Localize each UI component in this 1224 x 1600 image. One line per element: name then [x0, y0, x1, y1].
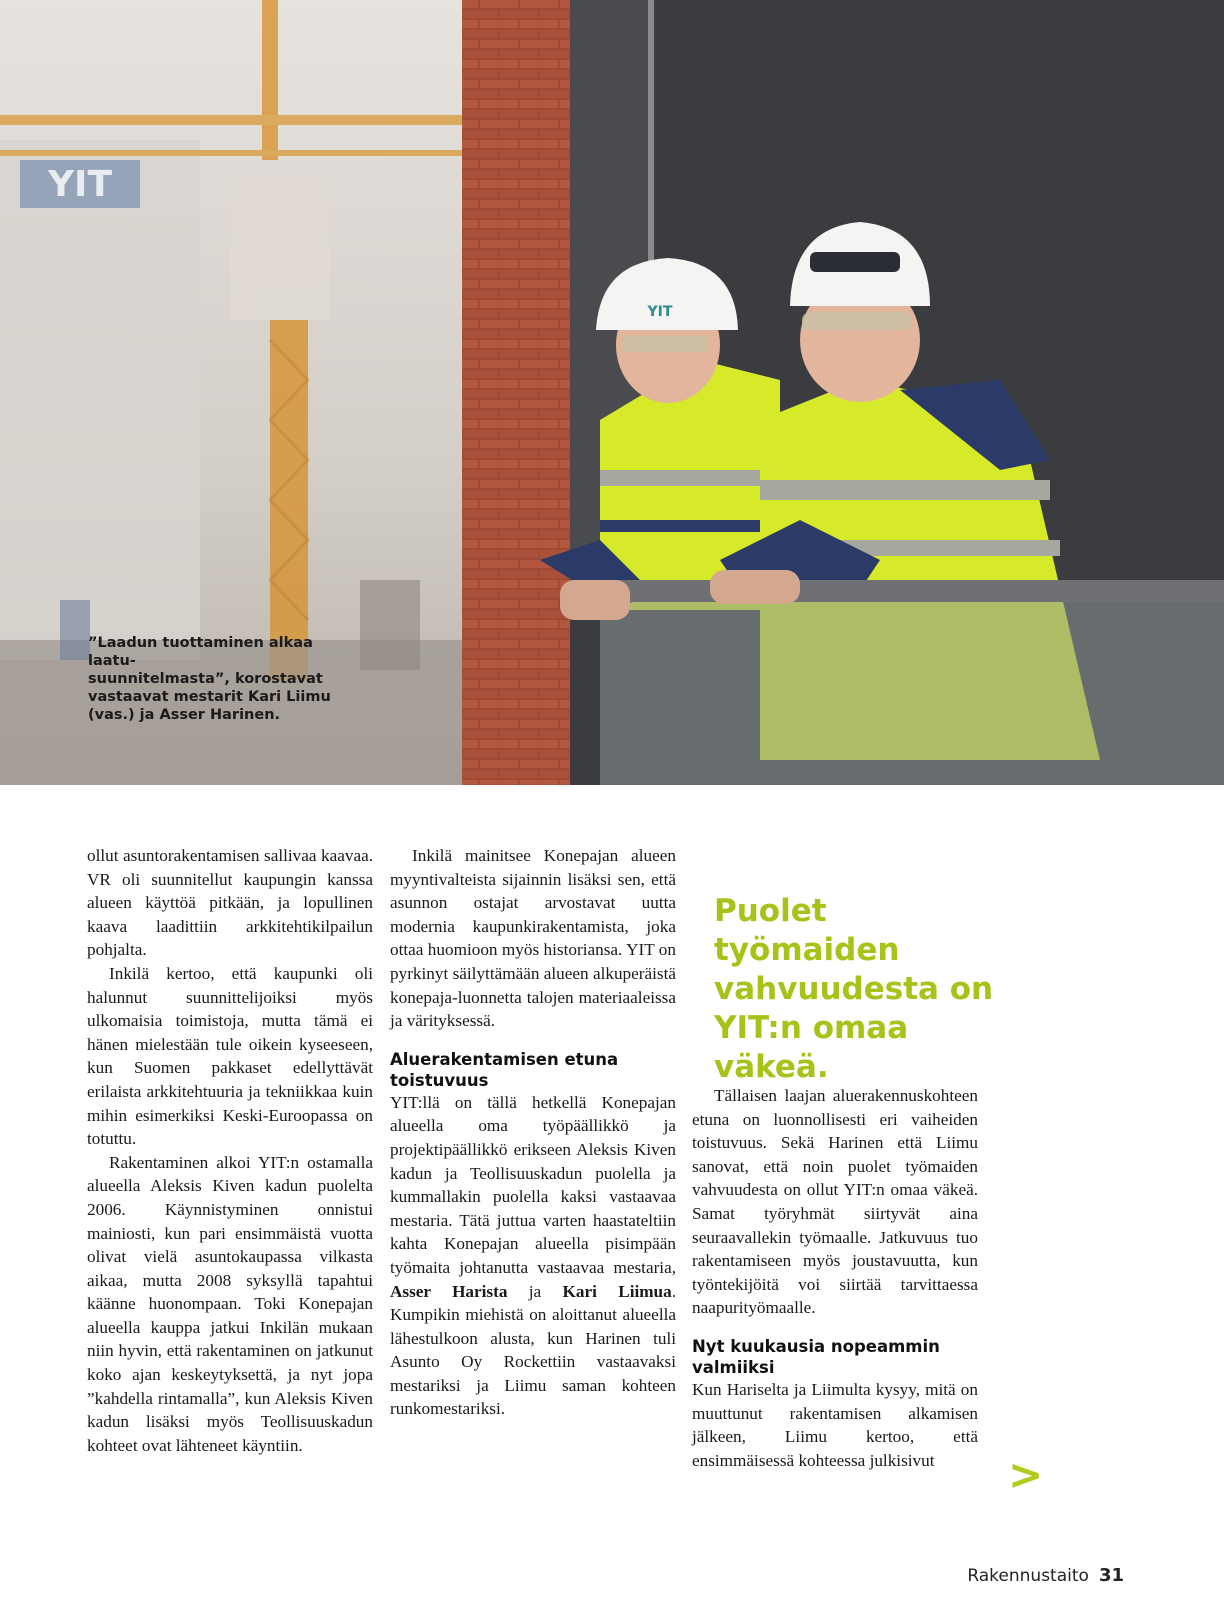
- paragraph: Inkilä mainitsee Konepajan alueen myyntivalteista sijainnin lisäksi sen, että asunnon ostajat arvostavat uutta modernia kaupunkirakentamista, joka ottaa huomioon myös historiansa. YIT on pyrkinyt säilyttämään alueen alkuperäistä konepaja-luonnetta talojen materiaaleissa ja värityksessä.: [390, 846, 676, 1031]
- article-column-3: [692, 1084, 978, 1472]
- continue-arrow-icon: >: [1008, 1450, 1044, 1499]
- paragraph: Tällaisen laajan aluerakennuskohteen etuna on luonnollisesti eri vaiheiden toistuvuus. Sekä Harinen että Liimu sanovat, että noin puolet työmaiden vahvuudesta on ollut YIT:n omaa väkeä. Samat työryhmät siirtyvät aina seuraavallekin työmaalle. Jatkuvuus tuo rakentamiseen myös joustavuutta, kun työntekijöitä voi siirtää tarvittaessa naapurityömaalle.: [692, 1086, 978, 1318]
- page-footer: [967, 1565, 1124, 1586]
- page-number: 31: [1098, 1565, 1124, 1586]
- subheading: Nyt kuukausia nopeammin valmiiksi: [692, 1336, 940, 1377]
- subheading: Aluerakentamisen etuna toistuvuus: [390, 1049, 619, 1090]
- brick-pillar: [462, 0, 570, 785]
- pull-quote: Puolet työmaiden vahvuudesta on YIT:n omaa väkeä.: [714, 893, 994, 1085]
- paragraph: Inkilä kertoo, että kaupunki oli halunnut suunnittelijoiksi myös ulkomaisia toimistoja, mutta tämä ei hänen mielestään tule oikein kyseeseen, kun Suomen pakkaset edellyttävät erilaista arkkitehtuuria ja tekniikkaa kuin mihin esimerkiksi Keski-Euroopassa on totuttu.: [87, 963, 373, 1149]
- paragraph: Kun Hariselta ja Liimulta kysyy, mitä on muuttunut rakentamisen alkamisen jälkeen, Liimu kertoo, että ensimmäisessä kohteessa julkisivut: [692, 1379, 978, 1470]
- paragraph: Rakentaminen alkoi YIT:n ostamalla alueella Aleksis Kiven kadun puolelta 2006. Käynnistyminen onnistui mainiosti, kun pari ensimmäistä vuotta olivat vielä asuntokaupassa vilkasta aikaa, mutta 2008 syksyllä tapahtui käänne huonompaan. Toki Konepajan alueella kauppa jatkui Inkilän mukaan niin hyvin, että rakentaminen on jatkunut koko ajan keskeytyksettä, ja nyt jopa ”kahdella rintamalla”, kun Aleksis Kiven kadun lisäksi myös Teollisuuskadun kohteet ovat lähteneet käyntiin.: [87, 1152, 373, 1455]
- article-column-2: [390, 844, 676, 1421]
- paragraph: ollut asuntorakentamisen sallivaa kaavaa. VR oli suunnitellut kaupungin kanssa alueen käyttöä pitkään, ja lopullinen kaava laadittiin arkkitehtikilpailun pohjalta.: [87, 846, 373, 960]
- paragraph: YIT:llä on tällä hetkellä Konepajan alueella oma työpäällikkö ja projektipäällikkö erikseen Aleksis Kiven kadun ja Teollisuuskadun puolella ja kummallakin puolella kaksi vastaavaa mestaria. Tätä juttua varten haastateltiin kahta Konepajan alueella pisimpään työmaita johtanutta vastaavaa mestaria, Asser Harista ja Kari Liimua. Kumpikin miehistä on aloittanut alueella lähestulkoon alusta, kun Harinen tuli Asunto Oy Rockettiin vastaavaksi mestariksi ja Liimu saman kohteen runkomestariksi.: [390, 1092, 677, 1419]
- svg-text:YIT: YIT: [647, 304, 673, 320]
- balcony-railing: [600, 580, 1224, 602]
- svg-text:YIT: YIT: [47, 164, 113, 205]
- person-name: Kari Liimua: [562, 1281, 672, 1301]
- glass-panel: [600, 602, 1224, 785]
- person-name: Asser Harista: [390, 1281, 508, 1301]
- photo-caption: ”Laadun tuottaminen alkaa laatu- suunnitelmasta”, korostavat vastaavat mestarit Kari Liimu (vas.) ja Asser Harinen.: [88, 635, 331, 723]
- article-column-1: [87, 844, 373, 1457]
- magazine-name: Rakennustaito: [967, 1566, 1089, 1586]
